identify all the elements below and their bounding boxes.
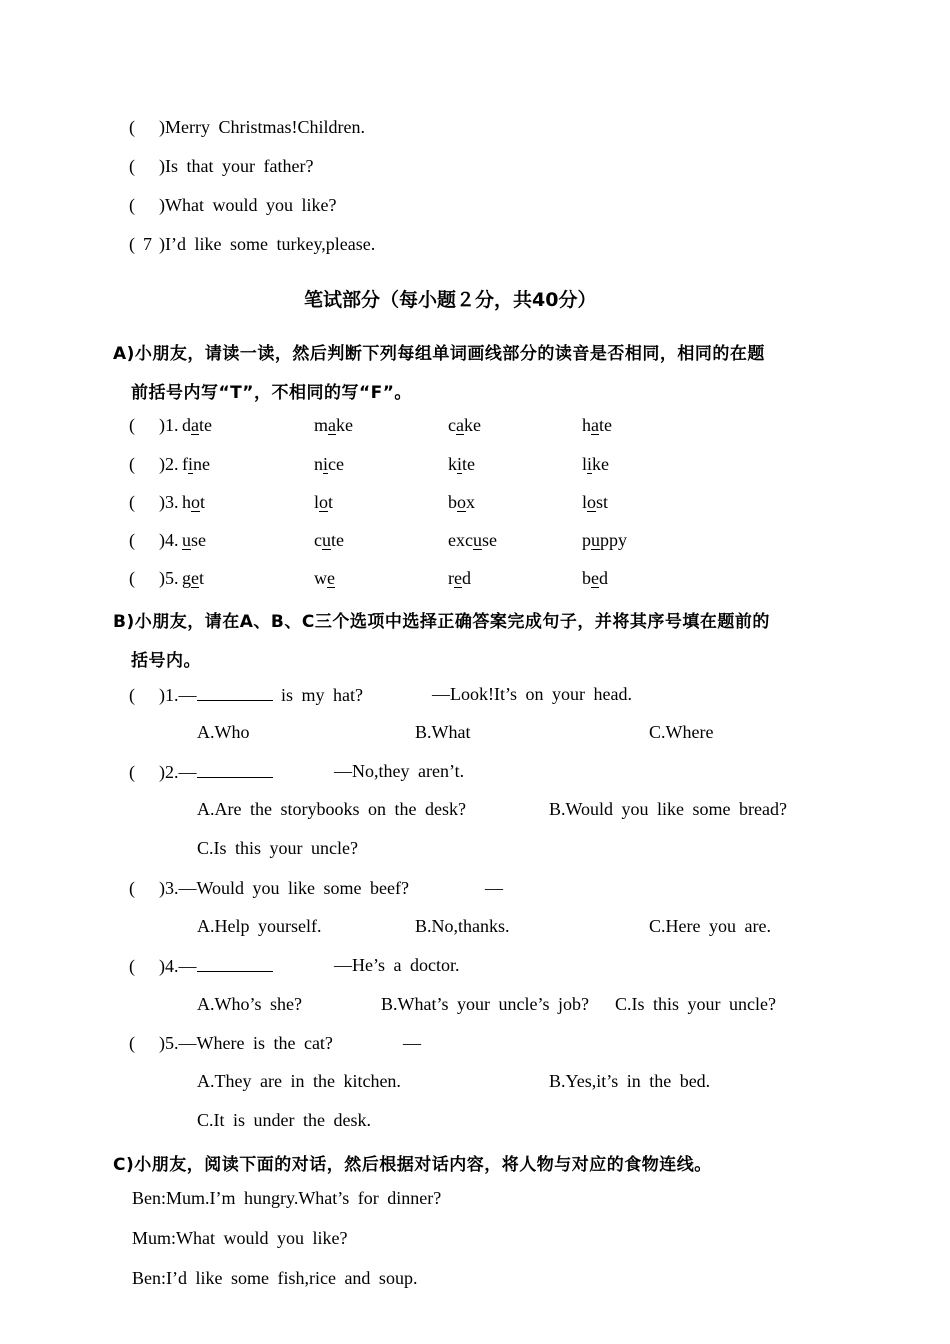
answer-blank[interactable] bbox=[197, 955, 273, 972]
underlined-letter: o bbox=[319, 492, 329, 512]
question-4-option-a: A.Who’s she? bbox=[197, 994, 302, 1014]
question-4-option-b: B.What’s your uncle’s job? bbox=[381, 994, 589, 1014]
order-item-2: ( )Is that your father? bbox=[129, 156, 314, 176]
question-1-reply: —Look!It’s on your head. bbox=[432, 684, 632, 704]
word-1: date bbox=[182, 415, 212, 435]
order-item-1: ( )Merry Christmas!Children. bbox=[129, 117, 365, 137]
section-b-instruction-cont: 括号内。 bbox=[131, 651, 201, 671]
underlined-letter: u bbox=[322, 530, 331, 550]
question-5-reply: — bbox=[403, 1033, 421, 1053]
word-2: lot bbox=[314, 492, 334, 512]
dialogue-line-3: Ben:I’d like some fish,rice and soup. bbox=[132, 1268, 418, 1288]
dialogue-line-1: Ben:Mum.I’m hungry.What’s for dinner? bbox=[132, 1188, 442, 1208]
answer-paren[interactable]: ( )3. bbox=[129, 492, 179, 512]
word-4: like bbox=[582, 454, 610, 474]
answer-paren[interactable]: ( )5. bbox=[129, 568, 179, 588]
word-2: cute bbox=[314, 530, 344, 550]
word-2: nice bbox=[314, 454, 344, 474]
answer-blank[interactable] bbox=[197, 761, 273, 778]
word-1: fine bbox=[182, 454, 211, 474]
underlined-letter: e bbox=[454, 568, 462, 588]
section-a-instruction-cont: 前括号内写“T”，不相同的写“F”。 bbox=[131, 383, 412, 403]
question-3-option-c: C.Here you are. bbox=[649, 916, 771, 936]
word-2: we bbox=[314, 568, 335, 588]
order-item-3: ( )What would you like? bbox=[129, 195, 337, 215]
question-5-option-a: A.They are in the kitchen. bbox=[197, 1071, 401, 1091]
question-1-option-c: C.Where bbox=[649, 722, 714, 742]
question-number: )3. bbox=[159, 492, 179, 512]
underlined-letter: i bbox=[323, 454, 329, 474]
question-1: ( )1.— is my hat? bbox=[129, 685, 363, 705]
question-5-option-c: C.It is under the desk. bbox=[197, 1110, 371, 1130]
question-4-reply: —He’s a doctor. bbox=[334, 955, 460, 975]
question-2-option-b: B.Would you like some bread? bbox=[549, 799, 788, 819]
question-3: ( )3.—Would you like some beef? bbox=[129, 878, 409, 898]
underlined-letter: e bbox=[591, 568, 599, 588]
answer-blank[interactable] bbox=[197, 684, 273, 701]
question-4-option-c: C.Is this your uncle? bbox=[615, 994, 776, 1014]
section-c-instruction: C)小朋友，阅读下面的对话，然后根据对话内容，将人物与对应的食物连线。 bbox=[113, 1155, 712, 1175]
section-b-instruction: B)小朋友，请在A、B、C三个选项中选择正确答案完成句子，并将其序号填在题前的 bbox=[113, 612, 770, 632]
word-3: kite bbox=[448, 454, 476, 474]
word-3: red bbox=[448, 568, 471, 588]
question-1-option-b: B.What bbox=[415, 722, 471, 742]
underlined-letter: i bbox=[188, 454, 194, 474]
question-3-reply: — bbox=[485, 878, 503, 898]
question-3-option-a: A.Help yourself. bbox=[197, 916, 322, 936]
underlined-letter: o bbox=[457, 492, 466, 512]
word-3: cake bbox=[448, 415, 481, 435]
underlined-letter: o bbox=[587, 492, 597, 512]
question-2-option-a: A.Are the storybooks on the desk? bbox=[197, 799, 466, 819]
underlined-letter: u bbox=[591, 530, 600, 550]
question-2-reply: —No,they aren’t. bbox=[334, 761, 465, 781]
underlined-letter: u bbox=[182, 530, 191, 550]
underlined-letter: u bbox=[472, 530, 482, 550]
question-5: ( )5.—Where is the cat? bbox=[129, 1033, 333, 1053]
word-2: make bbox=[314, 415, 354, 435]
question-3-option-b: B.No,thanks. bbox=[415, 916, 510, 936]
answer-paren[interactable]: ( )4. bbox=[129, 530, 179, 550]
question-5-option-b: B.Yes,it’s in the bed. bbox=[549, 1071, 711, 1091]
underlined-letter: e bbox=[191, 568, 199, 588]
question-2: ( )2.— bbox=[129, 761, 273, 783]
word-4: puppy bbox=[582, 530, 627, 550]
underlined-letter: a bbox=[591, 415, 599, 435]
question-1-option-a: A.Who bbox=[197, 722, 250, 742]
order-item-4: ( 7 )I’d like some turkey,please. bbox=[129, 234, 376, 254]
question-number: )1. bbox=[159, 415, 179, 435]
underlined-letter: o bbox=[191, 492, 200, 512]
question-4: ( )4.— bbox=[129, 955, 273, 977]
word-1: get bbox=[182, 568, 205, 588]
word-3: box bbox=[448, 492, 475, 512]
word-1: use bbox=[182, 530, 206, 550]
written-section-title: 笔试部分（每小题２分，共40分） bbox=[304, 289, 597, 311]
question-number: )2. bbox=[159, 454, 179, 474]
word-3: excuse bbox=[448, 530, 497, 550]
word-4: hate bbox=[582, 415, 612, 435]
section-a-instruction: A)小朋友，请读一读，然后判断下列每组单词画线部分的读音是否相同，相同的在题 bbox=[113, 344, 765, 364]
answer-paren[interactable]: ( )1. bbox=[129, 415, 179, 435]
question-2-option-c: C.Is this your uncle? bbox=[197, 838, 358, 858]
answer-paren[interactable]: ( )2. bbox=[129, 454, 179, 474]
underlined-letter: a bbox=[328, 415, 337, 435]
word-1: hot bbox=[182, 492, 206, 512]
underlined-letter: i bbox=[457, 454, 463, 474]
underlined-letter: i bbox=[587, 454, 593, 474]
underlined-letter: e bbox=[327, 568, 335, 588]
question-number: )4. bbox=[159, 530, 179, 550]
question-number: )5. bbox=[159, 568, 179, 588]
underlined-letter: a bbox=[456, 415, 464, 435]
word-4: lost bbox=[582, 492, 609, 512]
underlined-letter: a bbox=[191, 415, 199, 435]
dialogue-line-2: Mum:What would you like? bbox=[132, 1228, 348, 1248]
word-4: bed bbox=[582, 568, 608, 588]
